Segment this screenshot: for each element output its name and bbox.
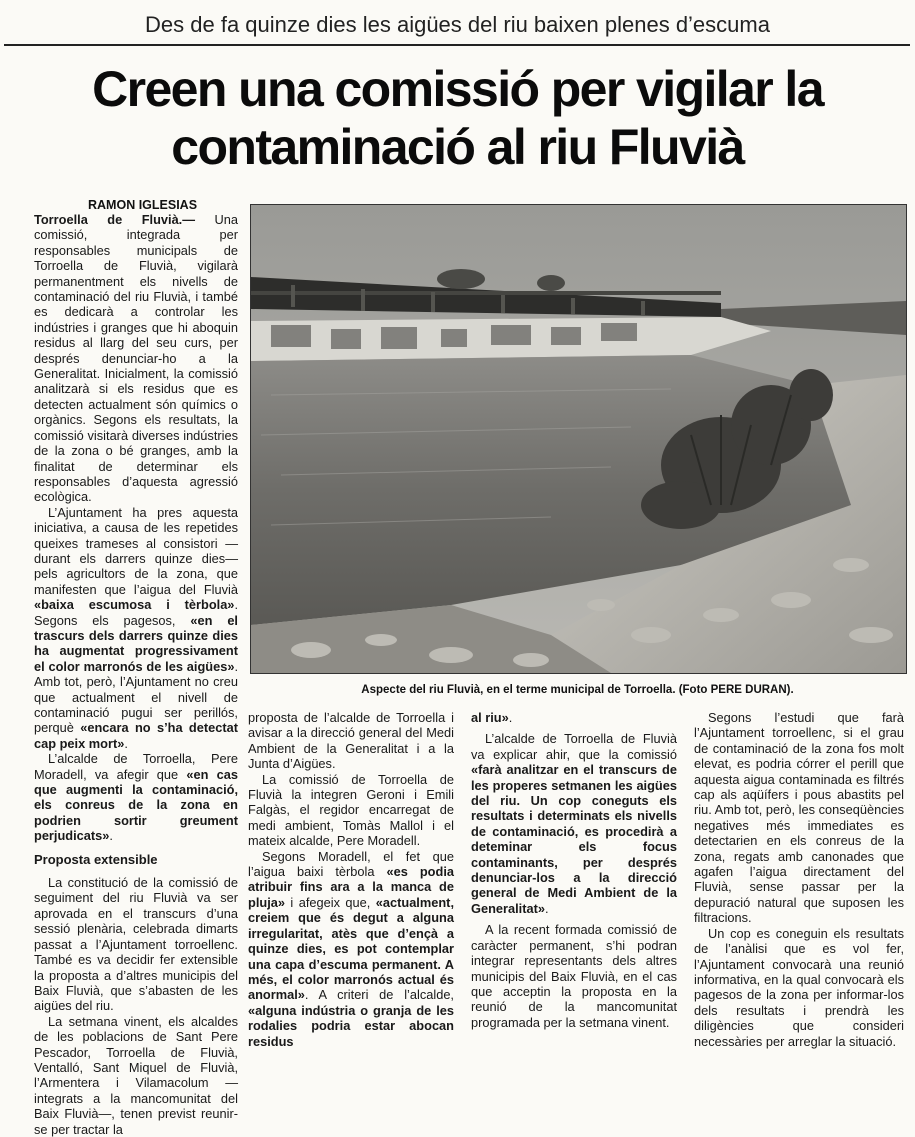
kicker-headline: Des de fa quinze dies les aigües del riu baixen plenes d’escuma: [145, 12, 770, 37]
quote: «en cas que augmenti la contaminació, els conreus de la zona en podrien sortir greument perjudicats»: [34, 766, 238, 844]
paragraph: [34, 505, 238, 752]
paragraph: Segons l’estudi que farà l’Ajuntament torroellenc, si el grau de contaminació de la zona fos molt elevat, es podria córrer el perill que aquesta aigua contaminada es filtrés cap als aqüífers i pous abastits pel riu. Amb tot, però, les conseqüències negatives més immediates es detectarien en els conreus de la zona, regats amb canonades que agafen l’aigua directament del Fluvià, sense passar per la depuració natural que suposen les filtracions.: [694, 710, 904, 926]
text: . Segons els pagesos,: [34, 597, 238, 628]
paragraph: proposta de l’alcalde de Torroella i avisar a la direcció general del Medi Ambient de la Generalitat i a la Junta d’Aigües.: [248, 710, 454, 772]
paragraph: [34, 751, 238, 843]
dateline: Torroella de Fluvià.—: [34, 212, 196, 227]
column-1: [34, 212, 239, 1137]
quote: «encara no s’ha detectat cap peix mort»: [34, 720, 239, 751]
text: .: [109, 828, 113, 844]
quote: «alguna indústria o granja de les rodalies podria estar abocan residus: [248, 1002, 454, 1049]
paragraph: La constitució de la comissió de seguiment del riu Fluvià va ser aprovada en el transcurs d’una sessió plenària, celebrada dimarts passat a l’Ajuntament torroellenc. També es va decidir fer extensible la proposta a d’altres municipis del Baix Fluvià, que s’abasten de les aigües del riu.: [34, 875, 238, 1014]
paragraph: [471, 710, 677, 725]
headline-line-1: Creen una comissió per vigilar la: [92, 61, 823, 117]
quote: «baixa escumosa i tèrbola»: [34, 597, 235, 613]
paragraph: La setmana vinent, els alcaldes de les poblacions de Sant Pere Pescador, Torroella de Fluvià, Ventalló, Sant Miquel de Fluvià, l’Armentera i Vilamacolum —integrats a la mancomunitat del Baix Fluvià—, tenen previst reunir-se per tractar la: [34, 1013, 238, 1137]
quote: al riu»: [471, 710, 509, 725]
headline-line-2: contaminació al riu Fluvià: [171, 119, 744, 175]
text: L’alcalde de Torroella de Fluvià va explicar ahir, que la comissió: [471, 731, 677, 762]
text: i afegeix que,: [284, 894, 376, 910]
text: . A criteri de l’alcalde,: [304, 987, 454, 1003]
text: . Amb tot, però, l’Ajuntament no creu que actualment el nivell de contaminació pugui ser perillós, perquè: [34, 658, 238, 736]
byline: RAMON IGLESIAS: [88, 198, 198, 212]
quote: «farà analitzar en el transcurs de les properes setmanen les aigües del riu. Un cop coneguts els resultats i determinats els nivells de contaminació, es procedirà a deteminar els focus contaminants, per després denunciar-los a la direcció general de Medi Ambient de la Generalitat»: [471, 762, 677, 916]
text: L’Ajuntament ha pres aquesta iniciativa, a causa de les repetides queixes trameses al consistori —durant els darrers quinze dies— pels agricultors de la zona, que manifesten que l’aigua del Fluvià: [34, 504, 238, 597]
column-4: [694, 710, 904, 1049]
quote: «actualment, creiem que és degut a alguna irregularitat, atès que d’ençà a quinze dies, es pot contemplar una capa d’escuma permanent. A més, el color marronós actual és anormal»: [248, 894, 454, 1003]
quote: «es podia atribuir fins ara a la manca de pluja»: [248, 864, 454, 910]
photo-caption: Aspecte del riu Fluvià, en el terme municipal de Torroella. (Foto PERE DURAN).: [361, 684, 794, 696]
column-2: [248, 710, 454, 1049]
river-photo-image: [251, 205, 906, 673]
paragraph: [248, 849, 454, 1049]
text: .: [124, 735, 128, 751]
text: L’alcalde de Torroella, Pere Moradell, va afegir que: [34, 751, 238, 782]
paragraph: [34, 212, 238, 505]
paragraph: Un cop es coneguin els resultats de l’anàlisi que es vol fer, l’Ajuntament convocarà una reunió informativa, en la qual convocarà els pagesos de la zona per informar-los dels resultats i prendrà les diligències que consideri necessàries per arreglar la situació.: [694, 925, 904, 1049]
text: .: [544, 900, 549, 916]
paragraph: A la recent formada comissió de caràcter permanent, s’hi podran integrar representants dels altres municipis del Baix Fluvià, en el cas que acceptin la proposta en la reunió de la mancomunitat programada per la setmana vinent.: [471, 922, 677, 1030]
river-photo: [250, 204, 907, 674]
column-3: [471, 710, 677, 1030]
text: .: [508, 710, 513, 725]
quote: «en el trascurs dels darrers quinze dies ha augmentat progressivament el color marronós de les aigües»: [34, 612, 238, 674]
text: Segons Moradell, el fet que l’aigua baixi tèrbola: [248, 848, 454, 880]
top-rule: [4, 44, 910, 46]
subheading: Proposta extensible: [34, 851, 158, 867]
text: Una comissió, integrada per responsables municipals de Torroella de Fluvià, vigilarà permanentment els nivells de contaminació del riu Fluvià, i també es dedicarà a controlar les indústries i granges que hi aboquin residus al llarg del seu curs, per després denunciar-ho a la Generalitat. Inicialment, la comissió analitzarà si els residus que es detecten actualment són químics o orgànics. Segons els resultats, la comissió visitarà diverses indústries de la zona o bé granges, amb la finalitat de determinar els responsables d’aquesta agressió ecològica.: [34, 212, 239, 505]
paragraph: La comissió de Torroella de Fluvià la integren Geroni i Emili Falgàs, el regidor encarregat de medi ambient, Tomàs Mallol i el mateix alcalde, Pere Moradell.: [248, 771, 454, 849]
paragraph: [471, 731, 677, 916]
